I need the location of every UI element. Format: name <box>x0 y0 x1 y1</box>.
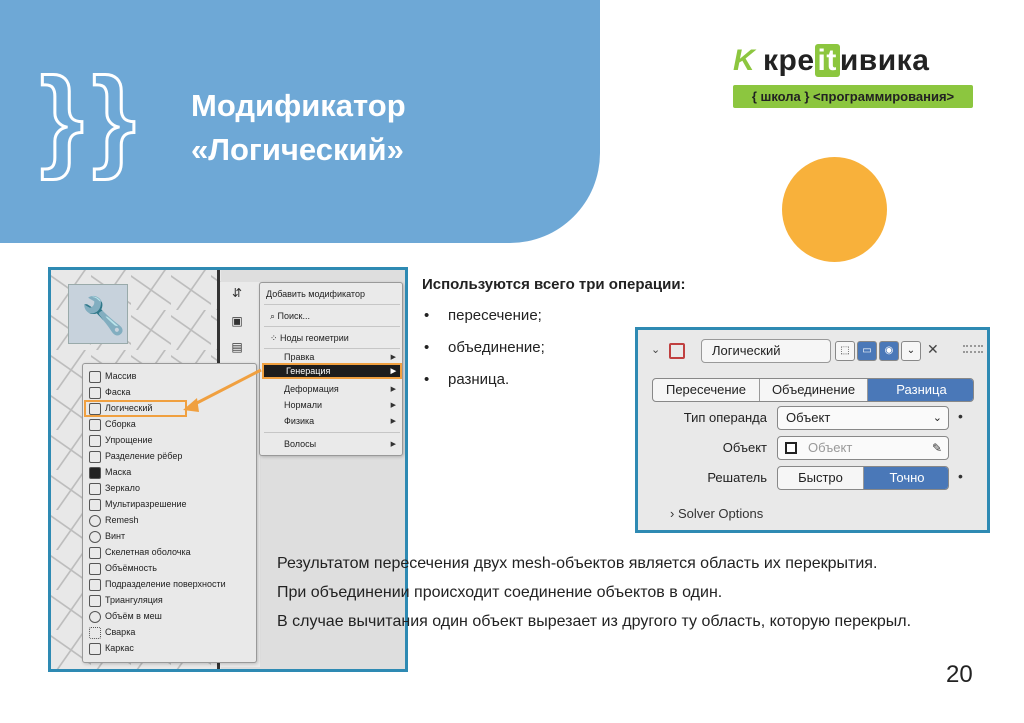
submenu-arrow-icon: ▶ <box>390 368 396 375</box>
list-item: • разница. <box>422 364 545 396</box>
menu-item-label: Генерация <box>286 366 331 376</box>
solver-fast[interactable]: Быстро <box>778 467 864 489</box>
collapse-chevron-icon[interactable]: ⌄ <box>651 344 661 356</box>
chevron-down-icon: ⌄ <box>932 412 942 424</box>
menu-item-normals[interactable]: Нормали <box>284 400 322 410</box>
list-item: • пересечение; <box>422 300 545 332</box>
solver-label: Решатель <box>707 470 767 485</box>
submenu-arrow-icon: ▶ <box>390 402 396 409</box>
solver-options-toggle[interactable] <box>670 506 763 521</box>
menu-item-label: Зеркало <box>105 483 140 493</box>
menu-item-edit[interactable]: Правка <box>284 352 315 362</box>
title-line-2: «Логический» <box>191 132 404 167</box>
tab-intersect[interactable]: Пересечение <box>653 379 760 401</box>
menu-item-label: Объёмность <box>105 563 157 573</box>
logo-name-it: it <box>815 44 840 77</box>
list-item: • объединение; <box>422 332 545 364</box>
description-line: Результатом пересечения двух mesh-объектов является область их перекрытия. <box>277 555 878 572</box>
tab-difference[interactable]: Разница <box>868 379 974 401</box>
wrench-icon: 🔧 <box>81 295 126 336</box>
submenu-arrow-icon: ▶ <box>390 441 396 448</box>
sort-icon[interactable]: ⇵ <box>231 286 243 300</box>
page-title <box>191 84 406 172</box>
brand-logo <box>733 44 975 116</box>
menu-item-label: Сборка <box>105 419 136 429</box>
object-icon <box>785 442 797 454</box>
tool-icon[interactable]: ▣ <box>231 314 243 328</box>
menu-item-label: Сварка <box>105 627 136 637</box>
boolean-modifier-panel <box>635 327 990 533</box>
logo-k-mark: K <box>733 44 755 77</box>
solver-toggle <box>777 466 949 490</box>
menu-item-label: Винт <box>105 531 126 541</box>
menu-item-label: Подразделение поверхности <box>105 579 226 589</box>
submenu-arrow-icon: ▶ <box>390 386 396 393</box>
logo-tagline: { школа } <программирования> <box>733 85 973 108</box>
menu-item-deform[interactable]: Деформация <box>284 384 339 394</box>
menu-item-label: Массив <box>105 371 137 381</box>
menu-item-physics[interactable]: Физика <box>284 416 315 426</box>
menu-item-label: Скелетная оболочка <box>105 547 191 557</box>
description-line: В случае вычитания один объект вырезает из другого ту область, которую перекрыл. <box>277 613 912 630</box>
keyframe-dot-icon[interactable]: • <box>958 408 963 424</box>
viewport-display-icon[interactable]: ▭ <box>857 341 877 361</box>
menu-item-label: Разделение рёбер <box>105 451 183 461</box>
drag-handle-icon[interactable] <box>963 345 983 353</box>
page-number: 20 <box>946 661 973 688</box>
operand-type-value: Объект <box>786 410 831 425</box>
object-field[interactable] <box>777 436 949 460</box>
menu-item-label: Упрощение <box>105 435 153 445</box>
geometry-nodes-label: Ноды геометрии <box>280 333 349 343</box>
eyedropper-icon[interactable]: ✎ <box>931 441 942 455</box>
menu-item-hair[interactable]: Волосы <box>284 439 317 449</box>
menu-item-label: Remesh <box>105 515 139 525</box>
submenu-arrow-icon: ▶ <box>390 354 396 361</box>
logo-name <box>763 44 929 78</box>
orange-circle-decoration <box>782 157 887 262</box>
chevron-right-icon: › <box>670 506 678 521</box>
render-icon[interactable]: ▤ <box>231 340 243 354</box>
solver-exact[interactable]: Точно <box>864 467 949 489</box>
boolean-modifier-icon <box>669 343 685 359</box>
tab-union[interactable]: Объединение <box>760 379 868 401</box>
modifier-name-field[interactable]: Логический <box>701 339 831 363</box>
menu-item-label: Мультиразрешение <box>105 499 187 509</box>
operand-type-select[interactable] <box>777 406 949 430</box>
menu-item-label: Триангуляция <box>105 595 163 605</box>
logo-name-post: ивика <box>839 44 930 77</box>
object-label: Объект <box>722 440 767 455</box>
brace-decoration-icon: } <box>40 55 84 180</box>
brace-decoration-icon: } <box>92 55 136 180</box>
search-label: Поиск... <box>277 311 310 321</box>
logo-name-pre: кре <box>763 44 815 77</box>
menu-header: Добавить модификатор <box>266 289 365 299</box>
title-line-1: Модификатор <box>191 88 406 123</box>
description <box>277 549 937 636</box>
submenu-arrow-icon: ▶ <box>390 418 396 425</box>
panel-header <box>645 339 985 363</box>
search-icon: ⌕ <box>270 311 278 321</box>
operation-tabs <box>652 378 974 402</box>
dropdown-chevron-icon[interactable]: ⌄ <box>901 341 921 361</box>
description-line: При объединении происходит соединение объектов в один. <box>277 584 723 601</box>
operations-list <box>422 300 545 396</box>
menu-item-label: Каркас <box>105 643 134 653</box>
solver-options-label: Solver Options <box>677 506 764 521</box>
menu-item-label: Объём в меш <box>105 611 162 621</box>
operand-type-label: Тип операнда <box>683 410 767 425</box>
edit-mode-icon[interactable]: ⬚ <box>835 341 855 361</box>
render-camera-icon[interactable]: ◉ <box>879 341 899 361</box>
geometry-nodes-icon: ⁘ <box>270 333 281 343</box>
menu-item-label: Фаска <box>105 387 131 397</box>
menu-item-label: Маска <box>105 467 132 477</box>
close-icon[interactable]: ✕ <box>927 341 939 357</box>
keyframe-dot-icon[interactable]: • <box>958 468 963 484</box>
menu-item-label: Логический <box>105 403 153 413</box>
object-placeholder: Объект <box>808 440 853 455</box>
operations-heading: Используются всего три операции: <box>422 276 686 293</box>
